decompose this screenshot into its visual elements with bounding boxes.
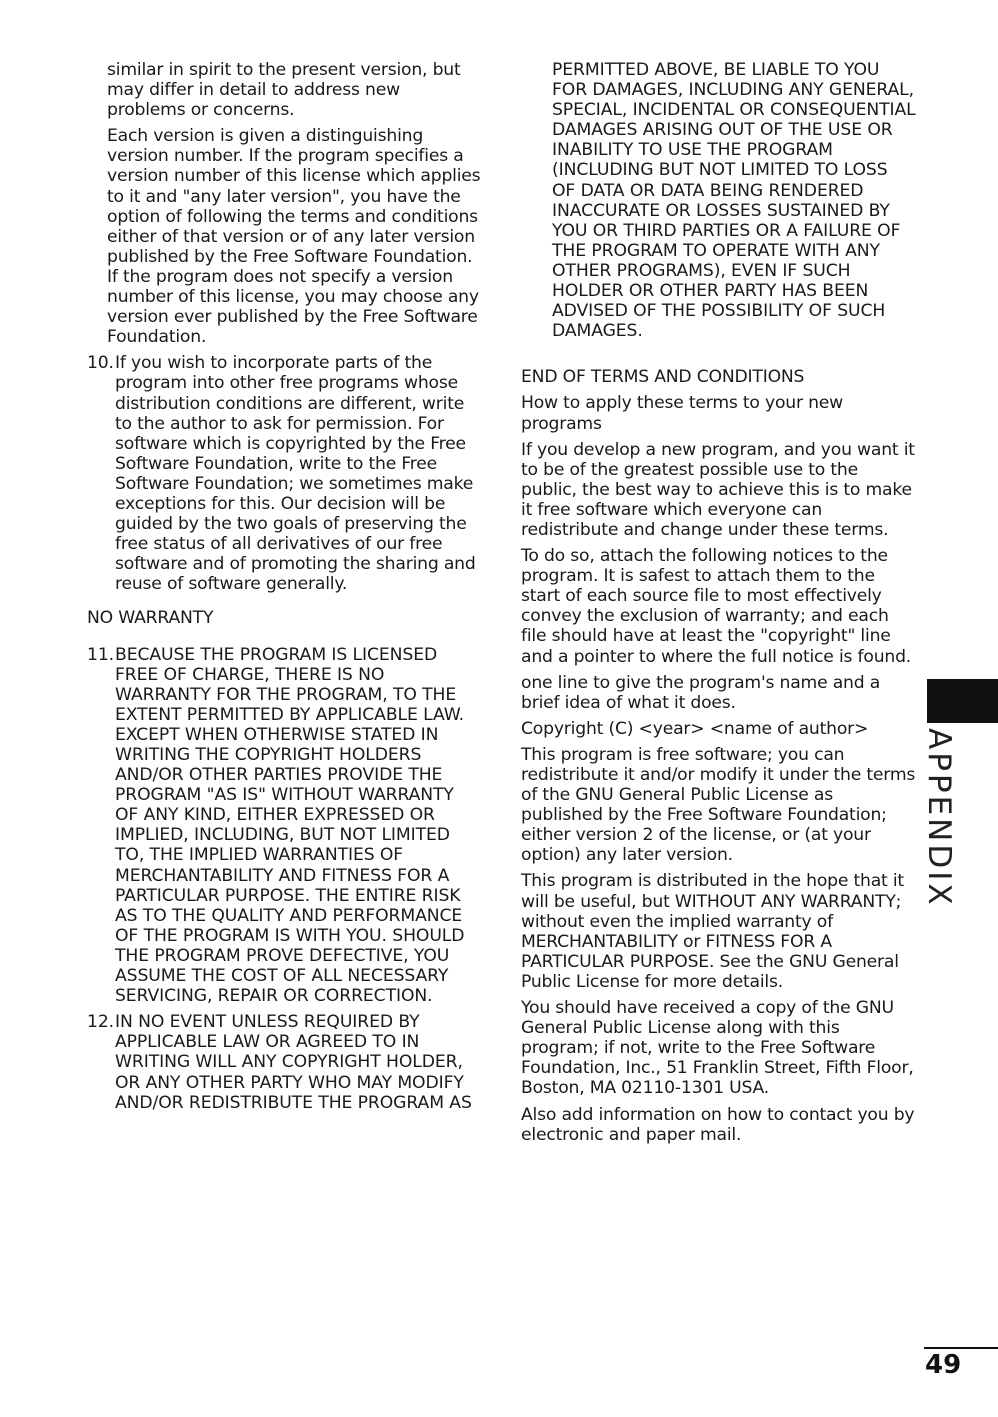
version-intro-paragraph: similar in spirit to the present version, but may differ in detail to address new problems or concerns. bbox=[107, 60, 461, 121]
no-warranty-heading: NO WARRANTY bbox=[87, 608, 214, 629]
clause-10-text: If you wish to incorporate parts of the program into other free programs whose distribution conditions are different, write to the author to ask for permission. For software which is copyrighted by the Free Software Foundation, write to the Free Software Foundation; we sometimes make exceptions for this. Our decision will be guided by the two goals of preserving the free status of all derivatives of our free software and of promoting the sharing and reuse of software generally. bbox=[115, 353, 476, 595]
distributed-paragraph: This program is distributed in the hope that it will be useful, but WITHOUT ANY WARRANTY; without even the implied warranty of MERCHANTABILITY or FITNESS FOR A PARTICULAR PURPOSE. See the GNU General Public License for more details. bbox=[521, 871, 904, 992]
free-software-paragraph: This program is free software; you can redistribute it and/or modify it under the terms of the GNU General Public License as published by the Free Software Foundation; either version 2 of the license, or (at your option) any later version. bbox=[521, 744, 916, 866]
clause-12 bbox=[87, 1012, 482, 1112]
attach-notices-paragraph: To do so, attach the following notices to the program. It is safest to attach them to the start of each source file to most effectively convey the exclusion of warranty; and each file should have at least the "copyright" line and a pointer to where the full notice is found. bbox=[521, 546, 912, 667]
clause-12-continued: PERMITTED ABOVE, BE LIABLE TO YOU FOR DAMAGES, INCLUDING ANY GENERAL, SPECIAL, INCIDENTAL OR CONSEQUENTIAL DAMAGES ARISING OUT OF THE USE OR INABILITY TO USE THE PROGRAM (INCLUDING BUT NOT LIMITED TO LOSS OF DATA OR DATA BEING RENDERED INACCURATE OR LOSSES SUSTAINED BY YOU OR THIRD PARTIES OR A FAILURE OF THE PROGRAM TO OPERATE WITH ANY OTHER PROGRAMS), EVEN IF SUCH HOLDER OR OTHER PARTY HAS BEEN ADVISED OF THE POSSIBILITY OF SUCH DAMAGES. bbox=[552, 60, 916, 342]
received-copy-paragraph: You should have received a copy of the GNU General Public License along with this program; if not, write to the Free Software Foundation, Inc., 51 Franklin Street, Fifth Floor, Boston, MA 02110-1301 USA. bbox=[521, 998, 914, 1099]
version-number-paragraph: Each version is given a distinguishing version number. If the program specifies a version number of this license which applies to it and "any later version", you have the option of following the terms and conditions either of that version or of any later version published by the Free Software Foundation. If the program does not specify a version number of this license, you may choose any version ever published by the Free Software Foundation. bbox=[107, 126, 481, 348]
page-number: 49 bbox=[925, 1350, 962, 1380]
left-column bbox=[87, 60, 482, 1119]
clause-11-text: BECAUSE THE PROGRAM IS LICENSED FREE OF CHARGE, THERE IS NO WARRANTY FOR THE PROGRAM, TO THE EXTENT PERMITTED BY APPLICABLE LAW. EXCEPT WHEN OTHERWISE STATED IN WRITING THE COPYRIGHT HOLDERS AND/OR OTHER PARTIES PROVIDE THE PROGRAM "AS IS" WITHOUT WARRANTY OF ANY KIND, EITHER EXPRESSED OR IMPLIED, INCLUDING, BUT NOT LIMITED TO, THE IMPLIED WARRANTIES OF MERCHANTABILITY AND FITNESS FOR A PARTICULAR PURPOSE. THE ENTIRE RISK AS TO THE QUALITY AND PERFORMANCE OF THE PROGRAM IS WITH YOU. SHOULD THE PROGRAM PROVE DEFECTIVE, YOU ASSUME THE COST OF ALL NECESSARY SERVICING, REPAIR OR CORRECTION. bbox=[115, 644, 465, 1007]
clause-10 bbox=[87, 353, 482, 594]
section-tab-marker bbox=[927, 679, 998, 723]
one-line-paragraph: one line to give the program's name and a brief idea of what it does. bbox=[521, 672, 881, 713]
clause-12-text: IN NO EVENT UNLESS REQUIRED BY APPLICABLE LAW OR AGREED TO IN WRITING WILL ANY COPYRIGHT HOLDER, OR ANY OTHER PARTY WHO MAY MODIFY AND/OR REDISTRIBUTE THE PROGRAM AS bbox=[115, 1012, 472, 1113]
copyright-line: Copyright (C) <year> <name of author> bbox=[521, 718, 869, 739]
end-of-terms-heading: END OF TERMS AND CONDITIONS bbox=[521, 367, 805, 388]
develop-paragraph: If you develop a new program, and you want it to be of the greatest possible use to the public, the best way to achieve this is to make it free software which everyone can redistribute and change under these terms. bbox=[521, 439, 915, 540]
contact-paragraph: Also add information on how to contact you by electronic and paper mail. bbox=[521, 1104, 915, 1145]
clause-12-number: 12. bbox=[87, 1012, 115, 1033]
clause-11-number: 11. bbox=[87, 644, 115, 665]
clause-11 bbox=[87, 645, 482, 1007]
right-column bbox=[521, 60, 916, 1151]
section-tab-label: APPENDIX bbox=[921, 728, 957, 908]
clause-10-number: 10. bbox=[87, 353, 114, 374]
page-number-rule bbox=[924, 1347, 998, 1349]
how-to-apply-heading: How to apply these terms to your new programs bbox=[521, 393, 844, 434]
